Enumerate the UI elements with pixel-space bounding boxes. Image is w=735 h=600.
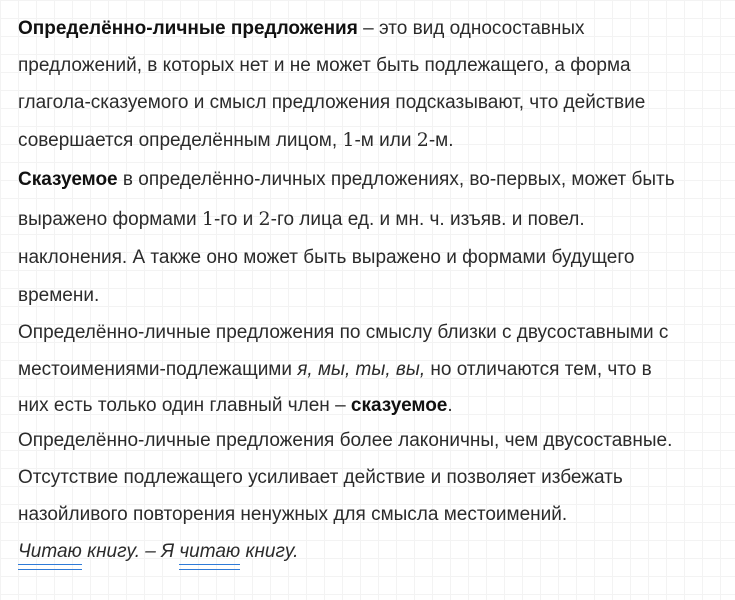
p4-line2: Отсутствие подлежащего усиливает действие и позволяет избежать — [18, 467, 623, 488]
p3-term: сказуемое — [350, 395, 448, 416]
p1-term: Определённо-личные предложения — [18, 18, 358, 39]
p4-line1: Определённо-личные предложения более лаконичны, чем двусоставные. — [18, 430, 673, 451]
p2-line1 — [18, 168, 675, 192]
example-line — [18, 540, 298, 564]
p2-line4: времени. — [18, 285, 100, 306]
p2-line1-rest: в определённо-личных предложениях, во-первых, может быть — [117, 169, 675, 190]
p1-line2: предложений, в которых нет и не может быть подлежащего, а форма — [18, 55, 631, 76]
example-verb1: Читаю — [18, 541, 82, 562]
p3-line3-a: них есть только один главный член – — [18, 395, 351, 416]
p1-line3: глагола-сказуемого и смысл предложения подсказывают, что действие — [18, 92, 646, 113]
p2-line2-b: -го и — [213, 209, 259, 230]
p1-line1 — [18, 17, 585, 41]
p3-line1: Определённо-личные предложения по смыслу близки с двусоставными с — [18, 322, 669, 343]
p2-line2-c: -го лица ед. и мн. ч. изъяв. и повел. — [270, 209, 585, 230]
p3-pronouns: я, мы, ты, вы, — [297, 359, 426, 380]
p1-num2: 2 — [416, 129, 429, 151]
p3-line2-a: местоимениями-подлежащими — [18, 359, 298, 380]
p3-line3 — [18, 394, 453, 418]
example-rest2: книгу. — [240, 541, 299, 562]
p2-line2-a: выражено формами — [18, 209, 202, 230]
p2-num1: 1 — [201, 208, 214, 230]
p1-line4-c: -м. — [428, 130, 454, 151]
p3-line2 — [18, 358, 652, 382]
p1-line1-rest: – это вид односоставных — [357, 18, 585, 39]
p1-line4 — [18, 128, 454, 153]
p1-line4-b: -м или — [354, 130, 417, 151]
p4-line3: назойливого повторения ненужных для смысла местоимений. — [18, 504, 568, 525]
p1-num1: 1 — [342, 129, 355, 151]
p2-line2 — [18, 207, 585, 232]
p3-line2-b: но отличаются тем, что в — [425, 359, 652, 380]
example-rest1: книгу. – Я — [81, 541, 180, 562]
p2-line3: наклонения. А также оно может быть выражено и формами будущего — [18, 247, 635, 268]
p2-num2: 2 — [258, 208, 271, 230]
example-verb2: читаю — [179, 541, 241, 562]
p3-line3-end: . — [447, 395, 453, 416]
p2-term: Сказуемое — [18, 169, 118, 190]
p1-line4-a: совершается определённым лицом, — [18, 130, 343, 151]
